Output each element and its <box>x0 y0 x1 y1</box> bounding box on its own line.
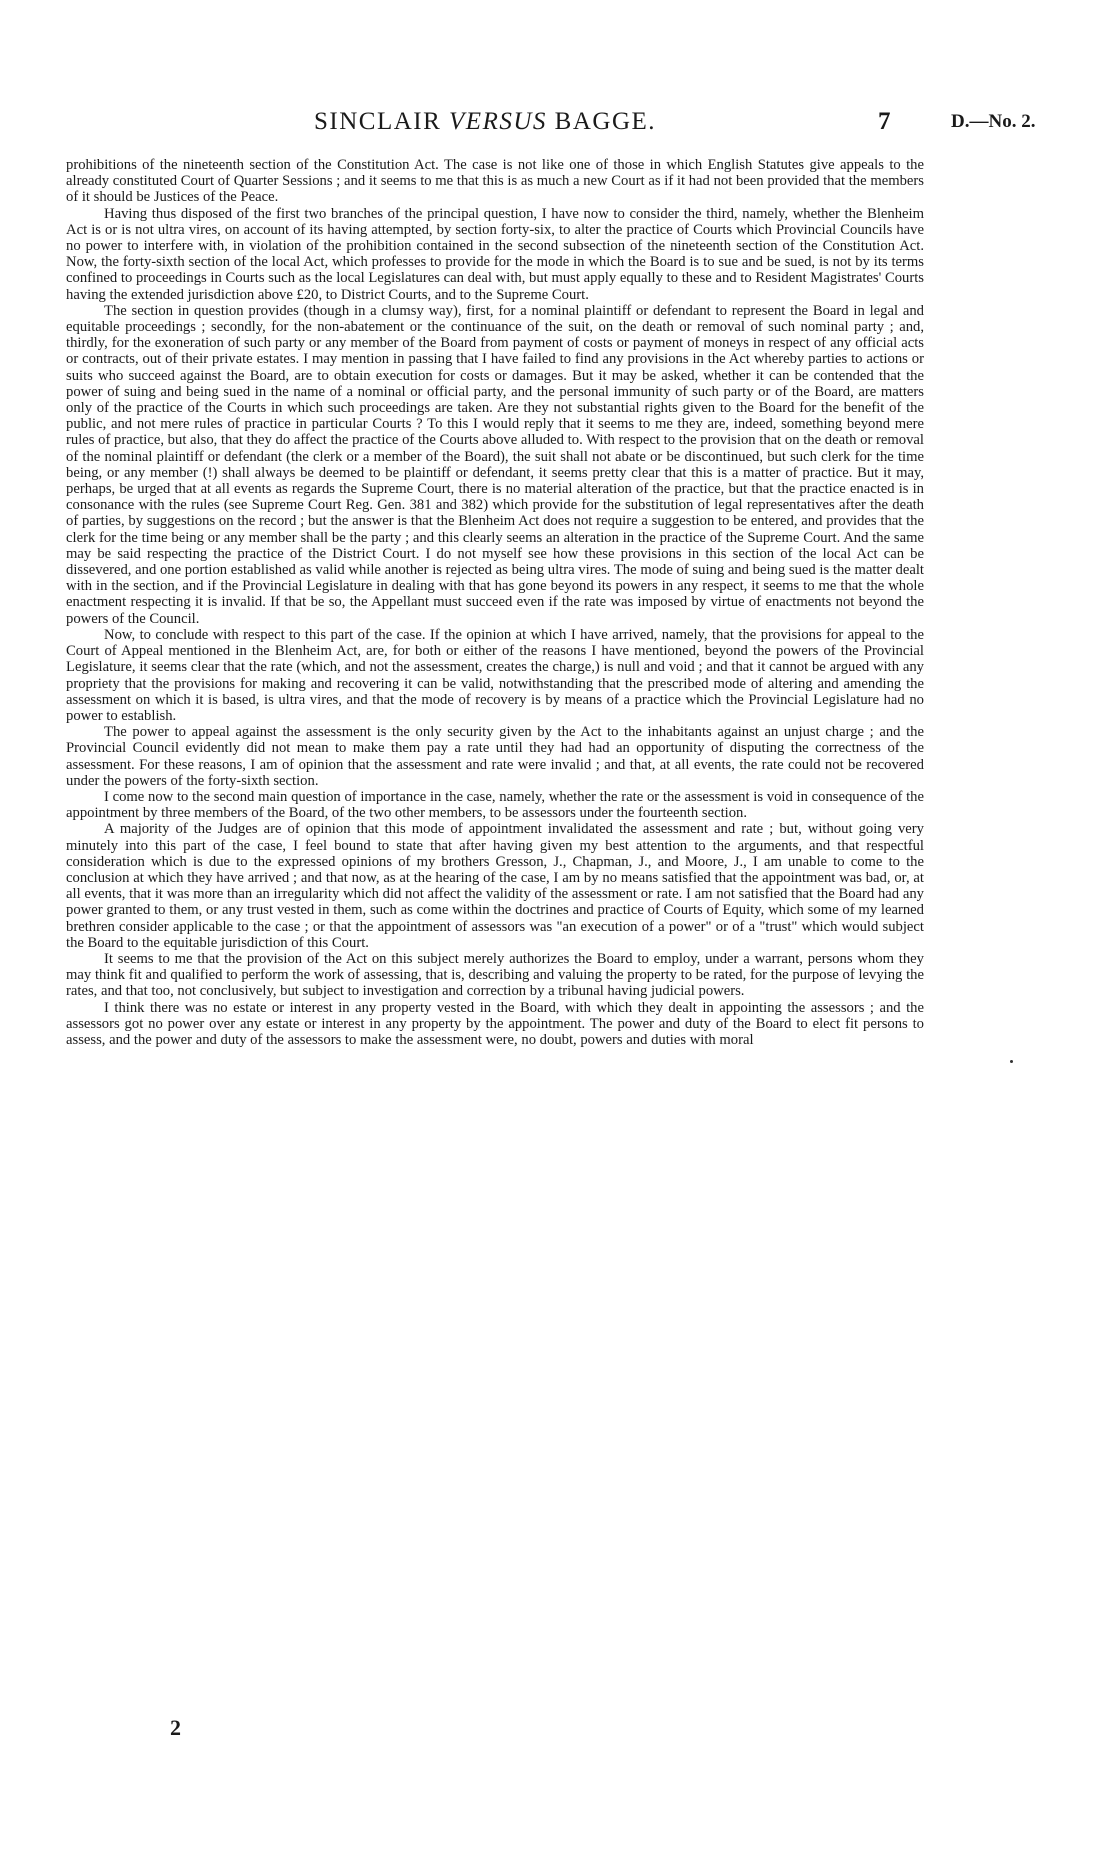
paragraph-6: I come now to the second main question of importance in the case, namely, whether the rate or the assessment is void in consequence of the appointment by three members of the Board, of the two other members, to be assessors under the fourteenth section. <box>66 788 924 822</box>
signature-mark: 2 <box>170 1715 181 1740</box>
document-reference: D.—No. 2. <box>951 111 1036 132</box>
paragraph-1: prohibitions of the nineteenth section of the Constitution Act. The case is not like one of those in which English Statutes give appeals to the already constituted Court of Quarter Sessions ; and it seems to me that this is as much a new Court as if it had not been provided that the members of it should be Justices of the Peace. <box>66 157 924 206</box>
title-part-3: BAGGE. <box>546 108 657 135</box>
paragraph-8: It seems to me that the provision of the Act on this subject merely authorizes the Board to employ, under a warrant, persons whom they may think fit and qualified to perform the work of assessing, that is, describing and valuing the property to be rated, for the purpose of levying the rates, and that too, not conclusively, but subject to investigation and correction by a tribunal having judicial powers. <box>66 950 924 1000</box>
paragraph-7: A majority of the Judges are of opinion that this mode of appointment invalidated the assessment and rate ; but, without going very minutely into this part of the case, I feel bound to state that after having given my best attention to the arguments, and that respectful consideration which is due to the expressed opinions of my brothers Gresson, J., Chapman, J., and Moore, J., I am unable to come to the conclusion at which they have arrived ; and that now, as at the hearing of the case, I am by no means satisfied that the appointment was bad, or, at all events, that it was more than an irregularity which did not affect the validity of the assessment or rate. I am not satisfied that the Board had any power granted to them, or any trust vested in them, such as come within the doctrines and practice of Courts of Equity, which some of my learned brethren consider applicable to the case ; or that the appointment of assessors was "an execution of a power" or of a "trust" which would subject the Board to the equitable jurisdiction of this Court. <box>66 821 924 951</box>
margin-speck <box>1010 1060 1013 1063</box>
paragraph-9: I think there was no estate or interest in any property vested in the Board, with which they dealt in appointing the assessors ; and the assessors got no power over any estate or interest in any property by the appointment. The power and duty of the Board to elect fit persons to assess, and the power and duty of the assessors to make the assessment were, no doubt, powers and duties with moral <box>66 999 924 1048</box>
document-page <box>66 0 1056 1867</box>
title-versus: VERSUS <box>449 108 547 135</box>
body-text <box>66 157 924 1048</box>
paragraph-3: The section in question provides (though in a clumsy way), first, for a nominal plaintiff or defendant to represent the Board in legal and equitable proceedings ; secondly, for the non-abatement or the continuance of the suit, on the death or removal of such nominal party ; and, thirdly, for the exoneration of such party or any member of the Board from payment of costs or payment of moneys in respect of any official acts or contracts, out of their private estates. I may mention in passing that I have failed to find any provisions in the Act whereby parties to actions or suits who succeed against the Board, are to obtain execution for costs or damages. But it may be asked, whether it can be contended that the power of suing and being sued in the name of a nominal or official party, and the personal immunity of such party or of the Board, are matters only of the practice of the Courts in which such proceedings are taken. Are they not substantial rights given to the Board for the benefit of the public, and not mere rules of practice in particular Courts ? To this I would reply that it seems to me they are, indeed, something beyond mere rules of practice, but also, that they do affect the practice of the Courts above alluded to. With respect to the provision that on the death or removal of the nominal plaintiff or defendant (the clerk or a member of the Board), the suit shall not abate or be discontinued, but such clerk for the time being, or any member (!) shall always be deemed to be plaintiff or defendant, it seems pretty clear that this is a matter of practice. But it may, perhaps, be urged that at all events as regards the Supreme Court, there is no material alteration of the practice, but that the practice enacted is in consonance with the rules (see Supreme Court Reg. Gen. 381 and 382) which provide for the substitution of legal representatives after the death of parties, by suggestions on the record ; but the answer is that the Blenheim Act does not require a suggestion to be entered, and provides that the clerk for the time being or any member shall be the party ; and this clearly seems an alteration in the practice of the Supreme Court. And the same may be said respecting the practice of the District Court. I do not myself see how these provisions in this section of the local Act can be dissevered, and one portion established as valid while another is rejected as being ultra vires. The mode of suing and being sued is the matter dealt with in the section, and if the Provincial Legislature in dealing with that has gone beyond its powers in any respect, it seems to me that the whole enactment respecting it is invalid. If that be so, the Appellant must succeed even if the rate was imposed by virtue of enactments not beyond the powers of the Council. <box>66 302 924 627</box>
paragraph-4: Now, to conclude with respect to this part of the case. If the opinion at which I have arrived, namely, that the provisions for appeal to the Court of Appeal mentioned in the Blenheim Act, are, for both or either of the reasons I have mentioned, beyond the powers of the Provincial Legislature, it seems clear that the rate (which, and not the assessment, creates the charge,) is null and void ; and that it cannot be argued with any propriety that the provisions for making and recovering it can be valid, notwithstanding that the prescribed mode of altering and amending the assessment on which it is based, is ultra vires, and that the mode of recovery is by means of a practice which the Provincial Legislature had no power to establish. <box>66 626 924 724</box>
page-header <box>66 108 1056 142</box>
title-part-1: SINCLAIR <box>313 108 450 135</box>
running-title <box>66 108 904 136</box>
paragraph-5: The power to appeal against the assessment is the only security given by the Act to the inhabitants against an unjust charge ; and the Provincial Council evidently did not mean to make them pay a rate until they had had an opportunity of disputing the correctness of the assessment. For these reasons, I am of opinion that the assessment and rate were invalid ; and that, at all events, the rate could not be recovered under the powers of the forty-sixth section. <box>66 724 924 789</box>
paragraph-2: Having thus disposed of the first two branches of the principal question, I have now to consider the third, namely, whether the Blenheim Act is or is not ultra vires, on account of its having attempted, by section forty-six, to alter the practice of Courts which Provincial Councils have no power to interfere with, in violation of the prohibition contained in the second subsection of the nineteenth section of the Constitution Act. Now, the forty-sixth section of the local Act, which professes to provide for the mode in which the Board is to sue and be sued, is not by its terms confined to proceedings in Courts such as the local Legislatures can deal with, but must apply equally to these and to Resident Magistrates' Courts having the extended jurisdiction above £20, to District Courts, and to the Supreme Court. <box>66 205 924 303</box>
page-number: 7 <box>878 108 891 135</box>
